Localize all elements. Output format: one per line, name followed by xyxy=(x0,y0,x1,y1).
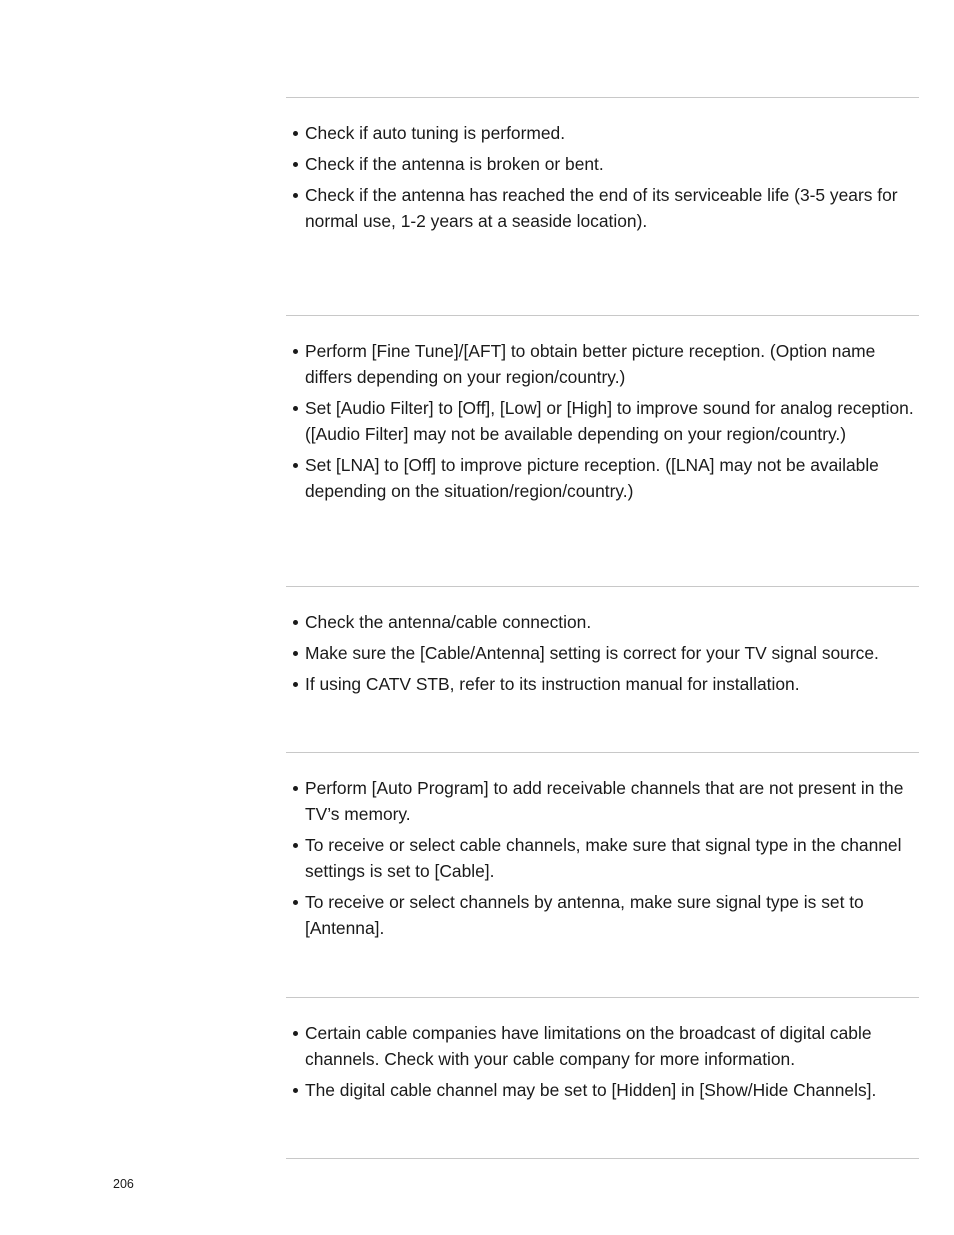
bullet-icon xyxy=(293,1088,298,1093)
section-divider xyxy=(286,752,919,753)
troubleshooting-list-5 xyxy=(291,1020,921,1108)
list-item-text: Set [Audio Filter] to [Off], [Low] or [High] to improve sound for analog reception. ([Audio Filter] may not be available depending on your region/country.) xyxy=(305,398,914,444)
bullet-icon xyxy=(293,843,298,848)
list-item-text: Certain cable companies have limitations on the broadcast of digital cable channels. Check with your cable company for more information. xyxy=(305,1023,872,1069)
section-divider xyxy=(286,315,919,316)
list-item-text: Perform [Fine Tune]/[AFT] to obtain better picture reception. (Option name differs depending on your region/country.) xyxy=(305,341,876,387)
page-number: 206 xyxy=(113,1177,134,1191)
list-item xyxy=(291,671,921,697)
list-item xyxy=(291,395,921,447)
list-item-text: Check if auto tuning is performed. xyxy=(305,123,566,143)
list-item xyxy=(291,640,921,666)
list-item xyxy=(291,1020,921,1072)
troubleshooting-list-4 xyxy=(291,775,921,946)
list-item xyxy=(291,832,921,884)
list-item xyxy=(291,609,921,635)
list-item xyxy=(291,889,921,941)
troubleshooting-list-2 xyxy=(291,338,921,509)
list-item-text: Check the antenna/cable connection. xyxy=(305,612,592,632)
bullet-icon xyxy=(293,786,298,791)
bullet-icon xyxy=(293,620,298,625)
bullet-icon xyxy=(293,651,298,656)
list-item-text: To receive or select cable channels, make sure that signal type in the channel settings is set to [Cable]. xyxy=(305,835,902,881)
list-item-text: Check if the antenna has reached the end of its serviceable life (3-5 years for normal use, 1-2 years at a seaside location). xyxy=(305,185,898,231)
bullet-icon xyxy=(293,463,298,468)
list-item-text: Perform [Auto Program] to add receivable channels that are not present in the TV’s memory. xyxy=(305,778,904,824)
bullet-icon xyxy=(293,406,298,411)
bullet-icon xyxy=(293,131,298,136)
troubleshooting-list-1 xyxy=(291,120,921,239)
bullet-icon xyxy=(293,349,298,354)
list-item-text: To receive or select channels by antenna, make sure signal type is set to [Antenna]. xyxy=(305,892,864,938)
list-item-text: Set [LNA] to [Off] to improve picture reception. ([LNA] may not be available depending on the situation/region/country.) xyxy=(305,455,879,501)
section-divider xyxy=(286,586,919,587)
bullet-icon xyxy=(293,162,298,167)
section-divider xyxy=(286,97,919,98)
list-item xyxy=(291,775,921,827)
troubleshooting-list-3 xyxy=(291,609,921,702)
bullet-icon xyxy=(293,193,298,198)
bullet-icon xyxy=(293,1031,298,1036)
bullet-icon xyxy=(293,900,298,905)
list-item xyxy=(291,120,921,146)
list-item xyxy=(291,151,921,177)
list-item-text: The digital cable channel may be set to [Hidden] in [Show/Hide Channels]. xyxy=(305,1080,877,1100)
list-item xyxy=(291,182,921,234)
list-item-text: Make sure the [Cable/Antenna] setting is correct for your TV signal source. xyxy=(305,643,879,663)
list-item xyxy=(291,452,921,504)
list-item xyxy=(291,1077,921,1103)
list-item xyxy=(291,338,921,390)
section-divider xyxy=(286,1158,919,1159)
list-item-text: If using CATV STB, refer to its instruction manual for installation. xyxy=(305,674,800,694)
section-divider xyxy=(286,997,919,998)
bullet-icon xyxy=(293,682,298,687)
list-item-text: Check if the antenna is broken or bent. xyxy=(305,154,604,174)
